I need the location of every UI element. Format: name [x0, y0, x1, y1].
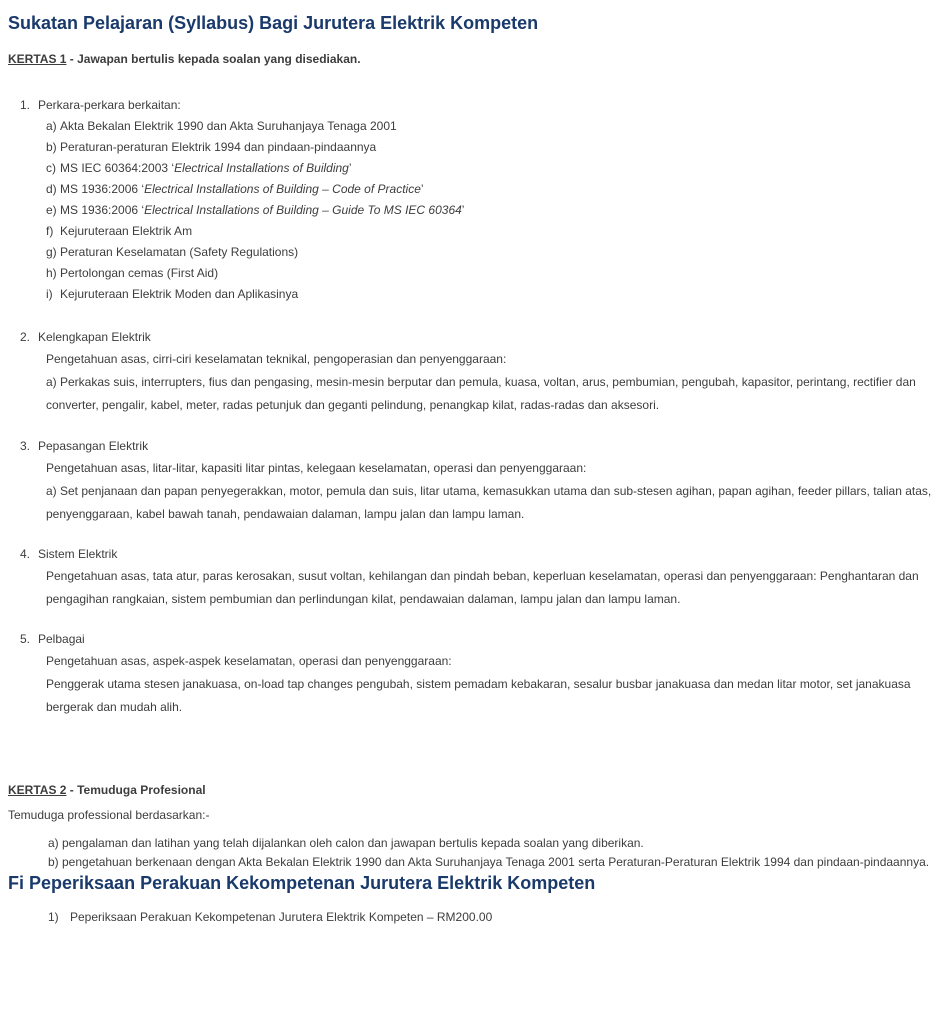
subitem-e [8, 200, 940, 221]
subitem-c [8, 158, 940, 179]
subitem-text: Peraturan-peraturan Elektrik 1994 dan pindaan-pindaannya [60, 140, 377, 154]
subitem-i [8, 284, 940, 305]
item-4-head [8, 544, 940, 565]
item-2-line-2: a) Perkakas suis, interrupters, fius dan pengasing, mesin-mesin berputar dan pemula, kuasa, voltan, arus, pembumian, pengubah, kapasitor, perintang, rectifier dan converter, pengalir, kabel, meter, radas petunjuk dan geganti pelindung, penangkap kilat, radas-radas dan aksesori. [46, 375, 916, 412]
syllabus-item-3 [8, 436, 940, 526]
kertas1-heading [8, 52, 940, 67]
subitem-marker: f) [46, 224, 54, 238]
subitem-h [8, 263, 940, 284]
kertas2-item-b: b) pengetahuan berkenaan dengan Akta Bekalan Elektrik 1990 dan Akta Suruhanjaya Tenaga 2001 serta Peraturan-Peraturan Elektrik 1994 dan pindaan-pindaannya. [48, 855, 930, 869]
subitem-marker: h) [46, 266, 57, 280]
subitem-marker: g) [46, 245, 57, 259]
subitem-text: Peraturan Keselamatan (Safety Regulations) [60, 245, 299, 259]
item-3-head [8, 436, 940, 457]
kertas2-desc: - Temuduga Profesional [66, 783, 206, 797]
syllabus-item-2 [8, 327, 940, 417]
item-5-head [8, 629, 940, 650]
subitem-marker: i) [46, 287, 53, 301]
subitem-g [8, 242, 940, 263]
subitem-text: MS IEC 60364:2003 ‘Electrical Installations of Building’ [60, 161, 352, 175]
item-number: 1. [20, 98, 31, 112]
fee-item-marker: 1) [48, 910, 59, 924]
subitem-text: Kejuruteraan Elektrik Am [60, 224, 193, 238]
kertas2-intro: Temuduga professional berdasarkan:- [8, 808, 210, 822]
item-number: 2. [20, 330, 31, 344]
subitem-f [8, 221, 940, 242]
subitem-text: MS 1936:2006 ‘Electrical Installations of Building – Guide To MS IEC 60364’ [60, 203, 465, 217]
syllabus-item-5 [8, 629, 940, 719]
subitem-marker: d) [46, 182, 57, 196]
subitem-text: MS 1936:2006 ‘Electrical Installations of Building – Code of Practice’ [60, 182, 424, 196]
syllabus-item-1 [8, 95, 940, 305]
fee-item-text: Peperiksaan Perakuan Kekompetenan Jurutera Elektrik Kompeten – RM200.00 [70, 910, 493, 924]
fee-item-1 [8, 907, 940, 928]
fees-title: Fi Peperiksaan Perakuan Kekompetenan Jurutera Elektrik Kompeten [8, 873, 596, 893]
syllabus-item-4 [8, 544, 940, 611]
item-1-head [8, 95, 940, 116]
item-title: Kelengkapan Elektrik [38, 330, 151, 344]
subitem-a [8, 116, 940, 137]
item-5-line-2: Penggerak utama stesen janakuasa, on-load tap changes pengubah, sistem pemadam kebakaran, sesalur busbar janakuasa dan medan litar motor, set janakuasa bergerak dan mudah alih. [46, 677, 911, 714]
subitem-b [8, 137, 940, 158]
item-number: 5. [20, 632, 31, 646]
item-3-line-2: a) Set penjanaan dan papan penyegerakkan, motor, pemula dan suis, litar utama, kemasukkan utama dan sub-stesen agihan, papan agihan, feeder pillars, talian atas, penyenggaraan, kabel bawah tanah, pendawaian dalaman, lampu jalan dan lampu laman. [46, 484, 932, 521]
kertas2-heading [8, 783, 940, 798]
subitem-text: Pertolongan cemas (First Aid) [60, 266, 219, 280]
item-title: Pepasangan Elektrik [38, 439, 149, 453]
item-title: Perkara-perkara berkaitan: [38, 98, 181, 112]
subitem-text: Kejuruteraan Elektrik Moden dan Aplikasinya [60, 287, 299, 301]
page-title: Sukatan Pelajaran (Syllabus) Bagi Jurutera Elektrik Kompeten [8, 13, 539, 33]
item-2-head [8, 327, 940, 348]
kertas1-label: KERTAS 1 [8, 52, 67, 66]
subitem-marker: a) [46, 119, 57, 133]
kertas2-list [8, 834, 940, 872]
item-5-line-1: Pengetahuan asas, aspek-aspek keselamatan, operasi dan penyenggaraan: [46, 654, 452, 668]
kertas2-item-a: a) pengalaman dan latihan yang telah dijalankan oleh calon dan jawapan bertulis kepada soalan yang diberikan. [48, 836, 644, 850]
item-number: 3. [20, 439, 31, 453]
item-3-line-1: Pengetahuan asas, litar-litar, kapasiti litar pintas, kelegaan keselamatan, operasi dan penyenggaraan: [46, 461, 587, 475]
kertas2-label: KERTAS 2 [8, 783, 67, 797]
subitem-text: Akta Bekalan Elektrik 1990 dan Akta Suruhanjaya Tenaga 2001 [60, 119, 397, 133]
subitem-marker: c) [46, 161, 56, 175]
subitem-d [8, 179, 940, 200]
subitem-marker: b) [46, 140, 57, 154]
subitem-marker: e) [46, 203, 57, 217]
item-number: 4. [20, 547, 31, 561]
item-title: Pelbagai [38, 632, 85, 646]
item-2-line-1: Pengetahuan asas, cirri-ciri keselamatan teknikal, pengoperasian dan penyenggaraan: [46, 352, 507, 366]
item-title: Sistem Elektrik [38, 547, 118, 561]
item-4-line-1: Pengetahuan asas, tata atur, paras kerosakan, susut voltan, kehilangan dan pindah beban, keperluan keselamatan, operasi dan penyenggaraan: Penghantaran dan pengagihan rangkaian, sistem pembumian dan perlindungan kilat, pendawaian dalaman, lampu jalan dan lampu laman. [46, 569, 919, 606]
kertas1-desc: - Jawapan bertulis kepada soalan yang disediakan. [66, 52, 361, 66]
